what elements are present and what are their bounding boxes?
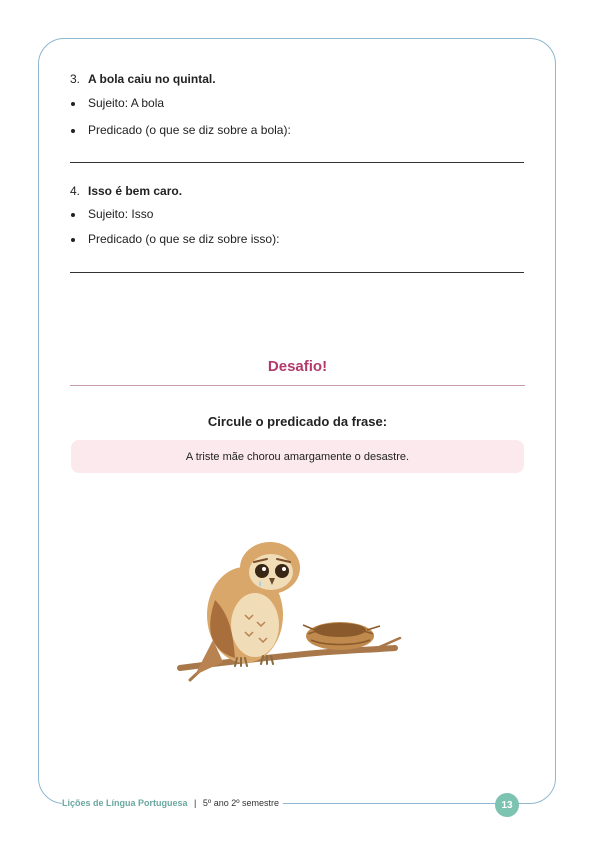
footer-book-title: Lições de Língua Portuguesa <box>62 798 188 808</box>
question-3-answer-line[interactable] <box>70 162 524 163</box>
question-4-predicate: Predicado (o que se diz sobre isso): <box>70 232 279 246</box>
owl-left-eye <box>255 564 269 578</box>
page-number-badge <box>495 793 519 817</box>
challenge-instruction: Circule o predicado da frase: <box>207 414 388 429</box>
footer-rule <box>300 803 495 804</box>
question-4-title <box>70 184 182 198</box>
owl-right-eye <box>275 564 289 578</box>
challenge-sentence: A triste mãe chorou amargamente o desastre. <box>185 450 410 463</box>
question-3-title <box>70 72 216 86</box>
question-4-number: 4. <box>70 184 81 198</box>
question-3-number: 3. <box>70 72 81 86</box>
challenge-title: Desafio! <box>267 358 328 375</box>
owl-nest-illustration <box>175 530 415 695</box>
question-3-predicate: Predicado (o que se diz sobre a bola): <box>70 123 291 137</box>
footer-grade: 5º ano 2º semestre <box>202 798 280 808</box>
page-number: 13 <box>501 799 513 811</box>
owl-left-eye-glint <box>262 567 266 571</box>
question-3-subject: Sujeito: A bola <box>70 96 164 110</box>
footer <box>62 798 283 808</box>
question-3-sentence: A bola caiu no quintal. <box>88 72 216 86</box>
question-4-subject: Sujeito: Isso <box>70 207 153 221</box>
question-4-answer-line[interactable] <box>70 272 524 273</box>
owl-belly <box>231 593 279 657</box>
challenge-divider <box>70 385 525 386</box>
owl-right-eye-glint <box>282 567 286 571</box>
question-4-sentence: Isso é bem caro. <box>88 184 183 198</box>
challenge-sentence-box[interactable] <box>71 440 524 473</box>
footer-separator: | <box>194 798 197 808</box>
